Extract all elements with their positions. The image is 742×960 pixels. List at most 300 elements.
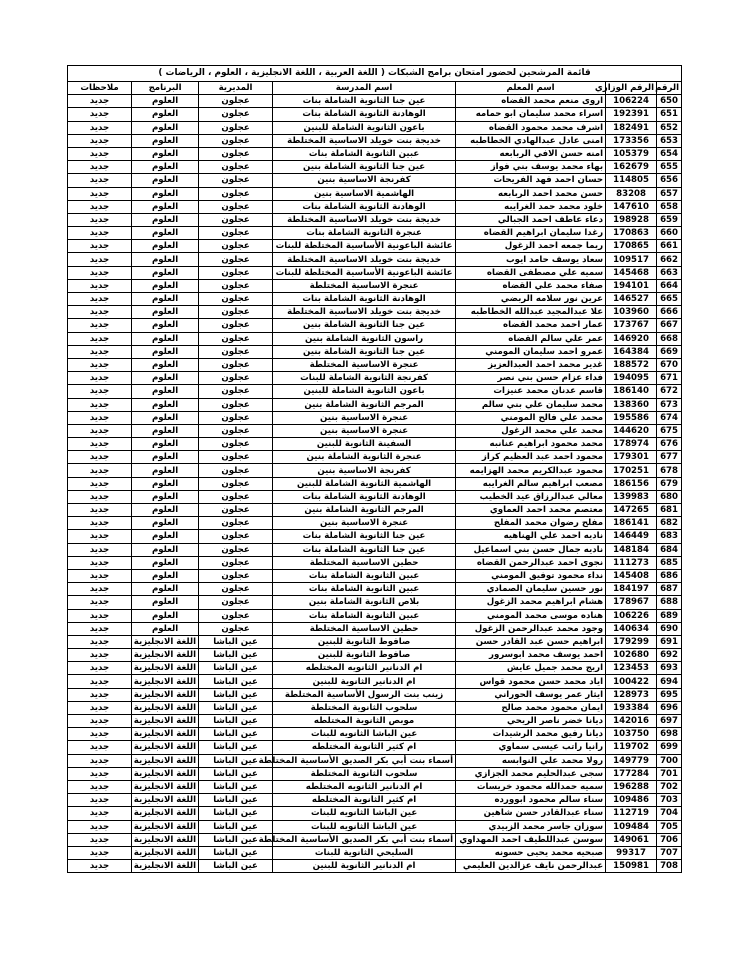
row-school-name: كفرنجة الاساسية بنين <box>273 174 456 187</box>
row-ministry-number: 142016 <box>606 715 657 728</box>
row-program: العلوم <box>132 490 199 503</box>
row-ministry-number: 178974 <box>606 438 657 451</box>
row-school-name: حطين الاساسية المختلطة <box>273 622 456 635</box>
row-ministry-number: 192391 <box>606 108 657 121</box>
row-teacher-name: بهاء محمد يوسف بني فواز <box>456 161 606 174</box>
table-row <box>68 253 682 266</box>
row-school-name: الوهادنة الثانوية الشاملة بنات <box>273 490 456 503</box>
row-ministry-number: 179301 <box>606 451 657 464</box>
candidates-sheet <box>67 65 681 873</box>
row-ministry-number: 188572 <box>606 358 657 371</box>
row-program: العلوم <box>132 134 199 147</box>
row-directorate: عجلون <box>199 358 273 371</box>
row-program: اللغة الانجليزية <box>132 846 199 859</box>
row-ministry-number: 186141 <box>606 517 657 530</box>
row-program: العلوم <box>132 451 199 464</box>
row-teacher-name: ريما جمعه احمد الزغول <box>456 240 606 253</box>
row-directorate: عجلون <box>199 543 273 556</box>
row-directorate: عجلون <box>199 464 273 477</box>
row-ministry-number: 145408 <box>606 569 657 582</box>
table-row <box>68 807 682 820</box>
row-school-name: أسماء بنت أبي بكر الصديق الأساسية المختلطة <box>273 754 456 767</box>
row-seq: 685 <box>657 556 682 569</box>
row-school-name: موبص الثانوية المختلطه <box>273 715 456 728</box>
row-school-name: ام الدنانير الثانويه المختلطه <box>273 662 456 675</box>
row-directorate: عين الباشا <box>199 846 273 859</box>
row-directorate: عين الباشا <box>199 780 273 793</box>
row-program: العلوم <box>132 319 199 332</box>
row-program: العلوم <box>132 240 199 253</box>
row-teacher-name: قاسم عدنان محمد عنيزات <box>456 385 606 398</box>
row-school-name: عنجرة الاساسية المختلطة <box>273 358 456 371</box>
header-ministry-number: الرقم الوزاري <box>606 82 657 95</box>
row-notes: جديد <box>68 464 132 477</box>
table-row <box>68 543 682 556</box>
row-teacher-name: سجى عبدالحليم محمد الجزازي <box>456 767 606 780</box>
row-seq: 667 <box>657 319 682 332</box>
row-school-name: سلحوب الثانوية المختلطة <box>273 767 456 780</box>
table-row <box>68 609 682 622</box>
row-seq: 655 <box>657 161 682 174</box>
row-teacher-name: سميه حمدالله محمود خريسات <box>456 780 606 793</box>
row-notes: جديد <box>68 662 132 675</box>
row-program: العلوم <box>132 161 199 174</box>
row-teacher-name: وجود محمد عبدالرحمن الزغول <box>456 622 606 635</box>
table-row <box>68 95 682 108</box>
row-seq: 653 <box>657 134 682 147</box>
row-seq: 705 <box>657 820 682 833</box>
row-seq: 674 <box>657 411 682 424</box>
row-program: اللغة الانجليزية <box>132 662 199 675</box>
row-notes: جديد <box>68 715 132 728</box>
row-seq: 687 <box>657 583 682 596</box>
row-directorate: عجلون <box>199 556 273 569</box>
row-directorate: عجلون <box>199 253 273 266</box>
row-notes: جديد <box>68 490 132 503</box>
row-teacher-name: سناء عبدالقادر حسن شاهين <box>456 807 606 820</box>
row-notes: جديد <box>68 438 132 451</box>
row-notes: جديد <box>68 846 132 859</box>
row-teacher-name: رانيا راتب عيسى سماوي <box>456 741 606 754</box>
row-teacher-name: نداء محمود توفيق المومني <box>456 569 606 582</box>
row-school-name: عائشة الباعونية الأساسية المختلطة للبنات <box>273 266 456 279</box>
row-teacher-name: نجوى احمد عبدالرحمن القضاه <box>456 556 606 569</box>
row-seq: 657 <box>657 187 682 200</box>
row-seq: 680 <box>657 490 682 503</box>
row-notes: جديد <box>68 187 132 200</box>
header-seq: الرقم <box>657 82 682 95</box>
row-school-name: كفرنجة الثانوية الشاملة للبنات <box>273 372 456 385</box>
row-ministry-number: 123453 <box>606 662 657 675</box>
row-program: العلوم <box>132 213 199 226</box>
row-program: اللغة الانجليزية <box>132 860 199 873</box>
row-teacher-name: اسراء محمد سليمان ابو حمامه <box>456 108 606 121</box>
table-row <box>68 451 682 464</box>
candidates-table <box>67 65 682 873</box>
table-row <box>68 240 682 253</box>
row-notes: جديد <box>68 556 132 569</box>
row-notes: جديد <box>68 609 132 622</box>
row-directorate: عجلون <box>199 279 273 292</box>
row-school-name: عبين الثانوية الشاملة بنات <box>273 609 456 622</box>
row-seq: 668 <box>657 332 682 345</box>
row-seq: 664 <box>657 279 682 292</box>
row-directorate: عجلون <box>199 227 273 240</box>
row-notes: جديد <box>68 780 132 793</box>
row-seq: 697 <box>657 715 682 728</box>
row-seq: 691 <box>657 635 682 648</box>
row-notes: جديد <box>68 622 132 635</box>
row-school-name: عنجرة الاساسية المختلطة <box>273 279 456 292</box>
row-teacher-name: اياد محمد حسن محمود قواس <box>456 675 606 688</box>
row-directorate: عجلون <box>199 332 273 345</box>
row-seq: 695 <box>657 688 682 701</box>
row-school-name: عنجرة الاساسية بنين <box>273 517 456 530</box>
row-seq: 669 <box>657 345 682 358</box>
row-notes: جديد <box>68 319 132 332</box>
table-row <box>68 741 682 754</box>
row-teacher-name: محمد علي فالح المومني <box>456 411 606 424</box>
row-program: العلوم <box>132 108 199 121</box>
row-directorate: عجلون <box>199 438 273 451</box>
row-program: العلوم <box>132 569 199 582</box>
row-teacher-name: عرين نور سلامه الربضي <box>456 293 606 306</box>
row-school-name: عنجرة الثانوية الشاملة بنين <box>273 451 456 464</box>
row-ministry-number: 193384 <box>606 701 657 714</box>
row-notes: جديد <box>68 530 132 543</box>
row-program: اللغة الانجليزية <box>132 649 199 662</box>
row-notes: جديد <box>68 477 132 490</box>
row-directorate: عجلون <box>199 200 273 213</box>
row-seq: 682 <box>657 517 682 530</box>
row-notes: جديد <box>68 253 132 266</box>
row-program: العلوم <box>132 174 199 187</box>
row-ministry-number: 196288 <box>606 780 657 793</box>
row-directorate: عجلون <box>199 293 273 306</box>
row-ministry-number: 145468 <box>606 266 657 279</box>
row-directorate: عجلون <box>199 490 273 503</box>
table-row <box>68 794 682 807</box>
row-seq: 652 <box>657 121 682 134</box>
row-directorate: عجلون <box>199 134 273 147</box>
row-directorate: عجلون <box>199 609 273 622</box>
row-school-name: عين جنا الثانوية الشاملة بنين <box>273 319 456 332</box>
row-ministry-number: 149061 <box>606 833 657 846</box>
header-school-name: اسم المدرسة <box>273 82 456 95</box>
header-directorate: المديرية <box>199 82 273 95</box>
row-notes: جديد <box>68 517 132 530</box>
row-directorate: عجلون <box>199 504 273 517</box>
row-notes: جديد <box>68 293 132 306</box>
row-seq: 702 <box>657 780 682 793</box>
row-school-name: خديجة بنت خويلد الاساسية المختلطة <box>273 213 456 226</box>
row-directorate: عين الباشا <box>199 688 273 701</box>
row-directorate: عجلون <box>199 345 273 358</box>
row-notes: جديد <box>68 688 132 701</box>
row-ministry-number: 149779 <box>606 754 657 767</box>
row-teacher-name: سوسن عبداللطيف احمد المهداوي <box>456 833 606 846</box>
row-notes: جديد <box>68 596 132 609</box>
row-teacher-name: محمد سليمان علي بني سالم <box>456 398 606 411</box>
row-program: العلوم <box>132 424 199 437</box>
row-notes: جديد <box>68 833 132 846</box>
row-school-name: السليحي الثانوية للبنات <box>273 846 456 859</box>
row-teacher-name: اشرف محمد محمود القضاه <box>456 121 606 134</box>
row-directorate: عين الباشا <box>199 820 273 833</box>
row-directorate: عين الباشا <box>199 754 273 767</box>
row-seq: 666 <box>657 306 682 319</box>
row-ministry-number: 103750 <box>606 728 657 741</box>
row-school-name: ام الدنانير الثانوية للبنين <box>273 675 456 688</box>
table-row <box>68 266 682 279</box>
row-ministry-number: 186140 <box>606 385 657 398</box>
table-row <box>68 372 682 385</box>
row-ministry-number: 148184 <box>606 543 657 556</box>
row-program: العلوم <box>132 95 199 108</box>
row-teacher-name: معالي عبدالرزاق عيد الخطيب <box>456 490 606 503</box>
row-directorate: عجلون <box>199 187 273 200</box>
row-directorate: عين الباشا <box>199 701 273 714</box>
row-school-name: سلحوب الثانوية المختلطة <box>273 701 456 714</box>
row-teacher-name: ايثار عمر يوسف الحوراني <box>456 688 606 701</box>
row-program: العلوم <box>132 227 199 240</box>
table-row <box>68 213 682 226</box>
row-school-name: عين الباشا الثانويه للبنات <box>273 807 456 820</box>
row-teacher-name: سناء سالم محمود ابوورده <box>456 794 606 807</box>
row-directorate: عجلون <box>199 398 273 411</box>
row-ministry-number: 128973 <box>606 688 657 701</box>
row-program: العلوم <box>132 253 199 266</box>
row-school-name: كفرنجة الاساسية بنين <box>273 464 456 477</box>
row-notes: جديد <box>68 161 132 174</box>
row-directorate: عين الباشا <box>199 807 273 820</box>
table-row <box>68 161 682 174</box>
table-row <box>68 728 682 741</box>
row-ministry-number: 173767 <box>606 319 657 332</box>
row-program: العلوم <box>132 293 199 306</box>
row-teacher-name: حسن محمد احمد الربابعه <box>456 187 606 200</box>
row-directorate: عين الباشا <box>199 675 273 688</box>
row-teacher-name: ناديه احمد علي الهناهيه <box>456 530 606 543</box>
table-row <box>68 187 682 200</box>
row-school-name: راسون الثانوية الشاملة بنين <box>273 332 456 345</box>
row-ministry-number: 195586 <box>606 411 657 424</box>
row-ministry-number: 119702 <box>606 741 657 754</box>
row-seq: 698 <box>657 728 682 741</box>
row-directorate: عجلون <box>199 319 273 332</box>
row-ministry-number: 111273 <box>606 556 657 569</box>
row-ministry-number: 138360 <box>606 398 657 411</box>
row-notes: جديد <box>68 385 132 398</box>
row-ministry-number: 147265 <box>606 504 657 517</box>
row-school-name: ام الدنانير الثانويه المختلطه <box>273 780 456 793</box>
table-row <box>68 517 682 530</box>
row-program: العلوم <box>132 438 199 451</box>
row-teacher-name: رغدا سليمان ابراهيم القضاه <box>456 227 606 240</box>
table-row <box>68 147 682 160</box>
table-row <box>68 385 682 398</box>
row-school-name: باعون الثانوية الشاملة للبنين <box>273 121 456 134</box>
row-school-name: عبين الثانوية الشاملة بنات <box>273 569 456 582</box>
row-school-name: الوهادنة الثانوية الشاملة بنات <box>273 293 456 306</box>
row-directorate: عجلون <box>199 161 273 174</box>
row-ministry-number: 184197 <box>606 583 657 596</box>
row-teacher-name: غدير محمد احمد العبدالعزيز <box>456 358 606 371</box>
row-school-name: عين الباشا الثانويه للبنات <box>273 728 456 741</box>
row-school-name: عين جنا الثانوية الشاملة بنات <box>273 543 456 556</box>
row-notes: جديد <box>68 820 132 833</box>
row-teacher-name: اروى منعم محمد القضاه <box>456 95 606 108</box>
row-ministry-number: 100422 <box>606 675 657 688</box>
list-title: قائمة المرشحين لحضور امتحان برامج الشبكات ( اللغة العربية ، اللغة الانجليزية ، العلوم ، الرياضات ) <box>68 66 682 82</box>
row-teacher-name: علا عبدالمجيد عبدالله الخطاطبه <box>456 306 606 319</box>
row-ministry-number: 114805 <box>606 174 657 187</box>
table-row <box>68 279 682 292</box>
row-seq: 694 <box>657 675 682 688</box>
row-program: العلوم <box>132 477 199 490</box>
row-notes: جديد <box>68 345 132 358</box>
row-program: اللغة الانجليزية <box>132 688 199 701</box>
row-program: العلوم <box>132 385 199 398</box>
row-notes: جديد <box>68 675 132 688</box>
row-school-name: صافوط الثانوية للبنين <box>273 635 456 648</box>
table-row <box>68 688 682 701</box>
row-ministry-number: 106226 <box>606 609 657 622</box>
row-teacher-name: معتصم محمد احمد العماوي <box>456 504 606 517</box>
row-teacher-name: عمر علي سالم القضاه <box>456 332 606 345</box>
row-teacher-name: ابراهيم حسن عبد القادر حسن <box>456 635 606 648</box>
row-school-name: أسماء بنت أبي بكر الصديق الأساسية المختلطة <box>273 833 456 846</box>
row-teacher-name: صفاء محمد علي القضاه <box>456 279 606 292</box>
row-program: اللغة الانجليزية <box>132 794 199 807</box>
table-row <box>68 345 682 358</box>
row-school-name: عين جنا الثانوية الشاملة بنات <box>273 95 456 108</box>
row-teacher-name: ناديه جمال حسن بني اسماعيل <box>456 543 606 556</box>
row-teacher-name: نور حسين سليمان الصمادي <box>456 583 606 596</box>
table-row <box>68 675 682 688</box>
row-program: اللغة الانجليزية <box>132 741 199 754</box>
row-ministry-number: 146449 <box>606 530 657 543</box>
row-ministry-number: 162679 <box>606 161 657 174</box>
row-directorate: عجلون <box>199 583 273 596</box>
table-row <box>68 596 682 609</box>
row-notes: جديد <box>68 411 132 424</box>
row-teacher-name: محمد علي محمد الزغول <box>456 424 606 437</box>
row-school-name: المرجم الثانوية الشاملة بنين <box>273 504 456 517</box>
row-school-name: صافوط الثانوية للبنين <box>273 649 456 662</box>
row-seq: 659 <box>657 213 682 226</box>
row-notes: جديد <box>68 569 132 582</box>
row-program: العلوم <box>132 147 199 160</box>
row-directorate: عجلون <box>199 147 273 160</box>
row-seq: 665 <box>657 293 682 306</box>
row-school-name: الهاشمية الاساسية بنين <box>273 187 456 200</box>
row-ministry-number: 194095 <box>606 372 657 385</box>
row-teacher-name: مفلح رضوان محمد المفلح <box>456 517 606 530</box>
row-program: اللغة الانجليزية <box>132 820 199 833</box>
row-directorate: عجلون <box>199 240 273 253</box>
row-ministry-number: 99317 <box>606 846 657 859</box>
row-school-name: الوهادنة الثانوية الشاملة بنات <box>273 108 456 121</box>
row-school-name: الهاشمية الثانوية الشاملة للبنين <box>273 477 456 490</box>
row-school-name: عائشة الباعونية الأساسية المختلطة للبنات <box>273 240 456 253</box>
row-school-name: خديجة بنت خويلد الاساسية المختلطة <box>273 134 456 147</box>
table-row <box>68 622 682 635</box>
row-ministry-number: 109517 <box>606 253 657 266</box>
row-teacher-name: سعاد يوسف حامد ايوب <box>456 253 606 266</box>
row-program: العلوم <box>132 543 199 556</box>
row-directorate: عجلون <box>199 596 273 609</box>
row-directorate: عجلون <box>199 372 273 385</box>
row-directorate: عين الباشا <box>199 635 273 648</box>
row-teacher-name: امنى عادل عبدالهادي الخطاطبه <box>456 134 606 147</box>
row-directorate: عجلون <box>199 517 273 530</box>
row-ministry-number: 179299 <box>606 635 657 648</box>
row-teacher-name: هشام ابراهيم محمد الزغول <box>456 596 606 609</box>
row-program: العلوم <box>132 200 199 213</box>
row-program: العلوم <box>132 332 199 345</box>
row-teacher-name: محمود احمد عبد العظيم كراز <box>456 451 606 464</box>
row-seq: 677 <box>657 451 682 464</box>
row-directorate: عجلون <box>199 266 273 279</box>
table-row <box>68 530 682 543</box>
table-row <box>68 319 682 332</box>
row-program: العلوم <box>132 622 199 635</box>
table-row <box>68 820 682 833</box>
row-seq: 692 <box>657 649 682 662</box>
table-row <box>68 701 682 714</box>
row-teacher-name: مصعب ابراهيم سالم الغرايبه <box>456 477 606 490</box>
row-school-name: باعون الثانوية الشاملة للبنين <box>273 385 456 398</box>
row-notes: جديد <box>68 794 132 807</box>
row-seq: 700 <box>657 754 682 767</box>
row-seq: 686 <box>657 569 682 582</box>
row-program: العلوم <box>132 583 199 596</box>
row-ministry-number: 177284 <box>606 767 657 780</box>
row-notes: جديد <box>68 358 132 371</box>
row-school-name: عنجرة الثانوية الشاملة بنات <box>273 227 456 240</box>
table-row <box>68 635 682 648</box>
row-program: العلوم <box>132 411 199 424</box>
row-teacher-name: ايمان محمود محمد صالح <box>456 701 606 714</box>
row-notes: جديد <box>68 504 132 517</box>
row-directorate: عجلون <box>199 121 273 134</box>
row-school-name: عبين الثانوية الشاملة بنات <box>273 583 456 596</box>
row-school-name: حطين الاساسية المختلطة <box>273 556 456 569</box>
row-ministry-number: 109486 <box>606 794 657 807</box>
row-seq: 678 <box>657 464 682 477</box>
row-directorate: عجلون <box>199 451 273 464</box>
row-program: العلوم <box>132 596 199 609</box>
row-seq: 656 <box>657 174 682 187</box>
row-notes: جديد <box>68 134 132 147</box>
row-directorate: عجلون <box>199 411 273 424</box>
row-seq: 689 <box>657 609 682 622</box>
row-school-name: عين جنا الثانوية الشاملة بنين <box>273 161 456 174</box>
row-directorate: عين الباشا <box>199 715 273 728</box>
row-notes: جديد <box>68 121 132 134</box>
row-program: اللغة الانجليزية <box>132 767 199 780</box>
row-seq: 679 <box>657 477 682 490</box>
row-program: العلوم <box>132 556 199 569</box>
row-teacher-name: احمد يوسف محمد ابوسرور <box>456 649 606 662</box>
table-row <box>68 411 682 424</box>
row-notes: جديد <box>68 240 132 253</box>
row-program: اللغة الانجليزية <box>132 754 199 767</box>
row-teacher-name: صبحيه محمد يحيى حسونه <box>456 846 606 859</box>
row-school-name: خديجة بنت خويلد الاساسية المختلطة <box>273 253 456 266</box>
table-row <box>68 227 682 240</box>
